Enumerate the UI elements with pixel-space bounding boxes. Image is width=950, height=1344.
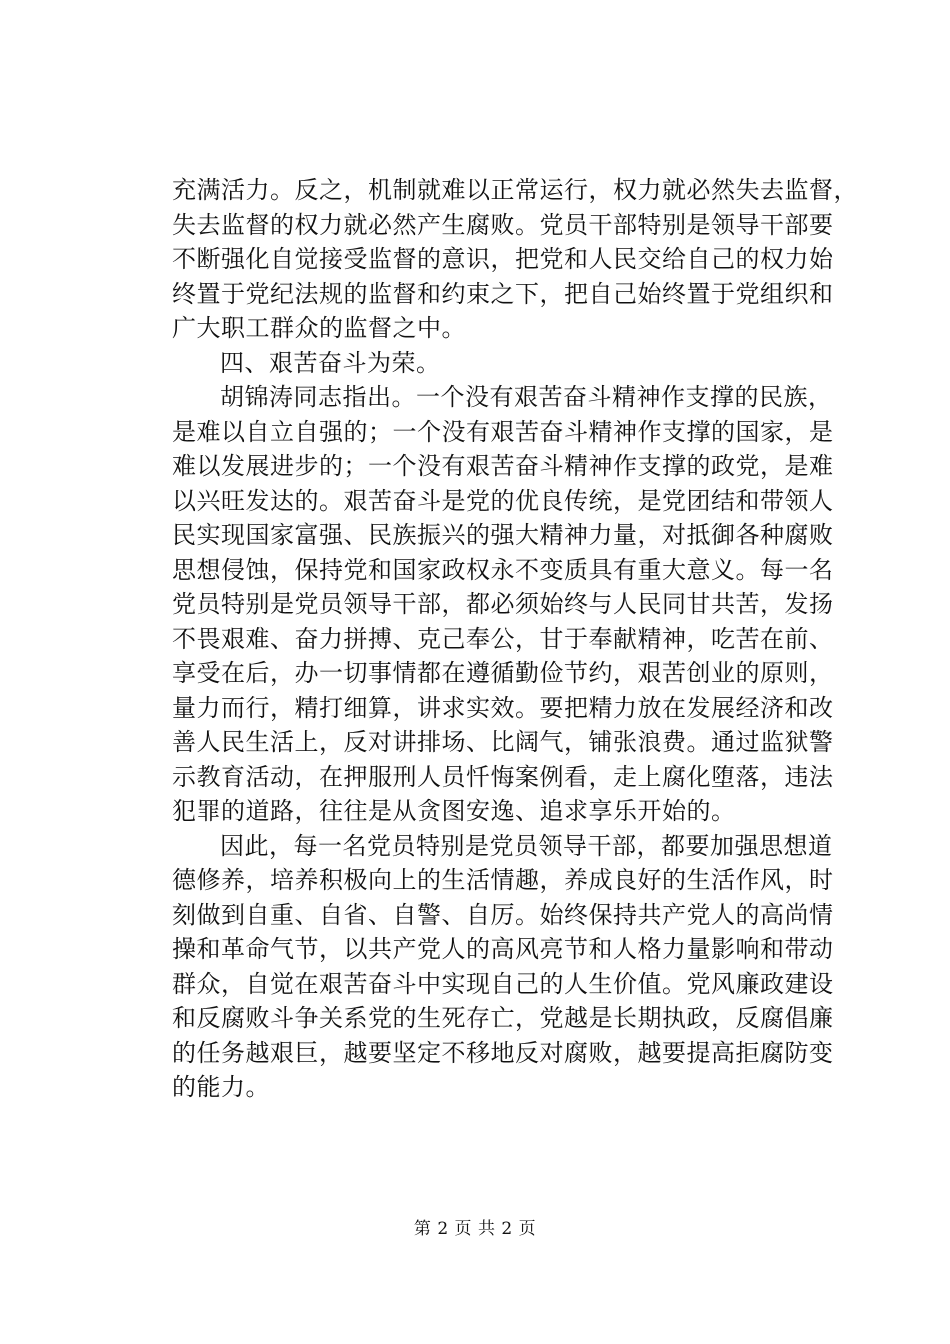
text-line: 充满活力。反之，机制就难以正常运行，权力就必然失去监督， [172,176,858,204]
text-line: 党员特别是党员领导干部，都必须始终与人民同甘共苦，发扬 [172,590,834,618]
text-line: 和反腐败斗争关系党的生死存亡，党越是长期执政，反腐倡廉 [172,1004,834,1032]
text-line: 的任务越艰巨，越要坚定不移地反对腐败，越要提高拒腐防变 [172,1038,834,1067]
text-line: 是难以自立自强的；一个没有艰苦奋斗精神作支撑的国家，是 [172,417,834,446]
text-line: 不畏艰难、奋力拼搏、克己奉公，甘于奉献精神，吃苦在前、 [172,624,834,653]
text-line: 的能力。 [172,1073,270,1101]
text-line: 享受在后，办一切事情都在遵循勤俭节约，艰苦创业的原则， [172,659,834,687]
page-footer: 第 2 页 共 2 页 [413,1219,537,1239]
text-line: 不断强化自觉接受监督的意识，把党和人民交给自己的权力始 [172,245,834,273]
text-line: 操和革命气节，以共产党人的高风亮节和人格力量影响和带动 [172,935,834,963]
text-line: 因此，每一名党员特别是党员领导干部，都要加强思想道 [220,831,833,860]
text-line: 思想侵蚀，保持党和国家政权永不变质具有重大意义。每一名 [172,555,834,584]
text-line: 四、艰苦奋斗为荣。 [220,348,441,377]
text-line: 德修养，培养积极向上的生活情趣，养成良好的生活作风，时 [172,866,834,894]
text-line: 终置于党纪法规的监督和约束之下，把自己始终置于党组织和 [172,279,834,308]
text-line: 犯罪的道路，往往是从贪图安逸、追求享乐开始的。 [172,797,736,825]
text-line: 民实现国家富强、民族振兴的强大精神力量，对抵御各种腐败 [172,521,834,549]
text-line: 广大职工群众的监督之中。 [172,314,466,342]
text-line: 示教育活动，在押服刑人员忏悔案例看，走上腐化堕落，违法 [172,762,834,791]
document-body [172,173,858,1105]
text-line: 群众，自觉在艰苦奋斗中实现自己的人生价值。党风廉政建设 [172,969,834,998]
text-line: 以兴旺发达的。艰苦奋斗是党的优良传统，是党团结和带领人 [172,486,834,515]
text-line: 刻做到自重、自省、自警、自厉。始终保持共产党人的高尚情 [172,900,834,929]
text-line: 胡锦涛同志指出。一个没有艰苦奋斗精神作支撑的民族， [220,383,833,411]
text-line: 善人民生活上，反对讲排场、比阔气，铺张浪费。通过监狱警 [172,728,834,756]
text-line: 难以发展进步的；一个没有艰苦奋斗精神作支撑的政党，是难 [172,452,834,480]
text-line: 失去监督的权力就必然产生腐败。党员干部特别是领导干部要 [172,210,834,239]
text-line: 量力而行，精打细算，讲求实效。要把精力放在发展经济和改 [172,693,834,722]
